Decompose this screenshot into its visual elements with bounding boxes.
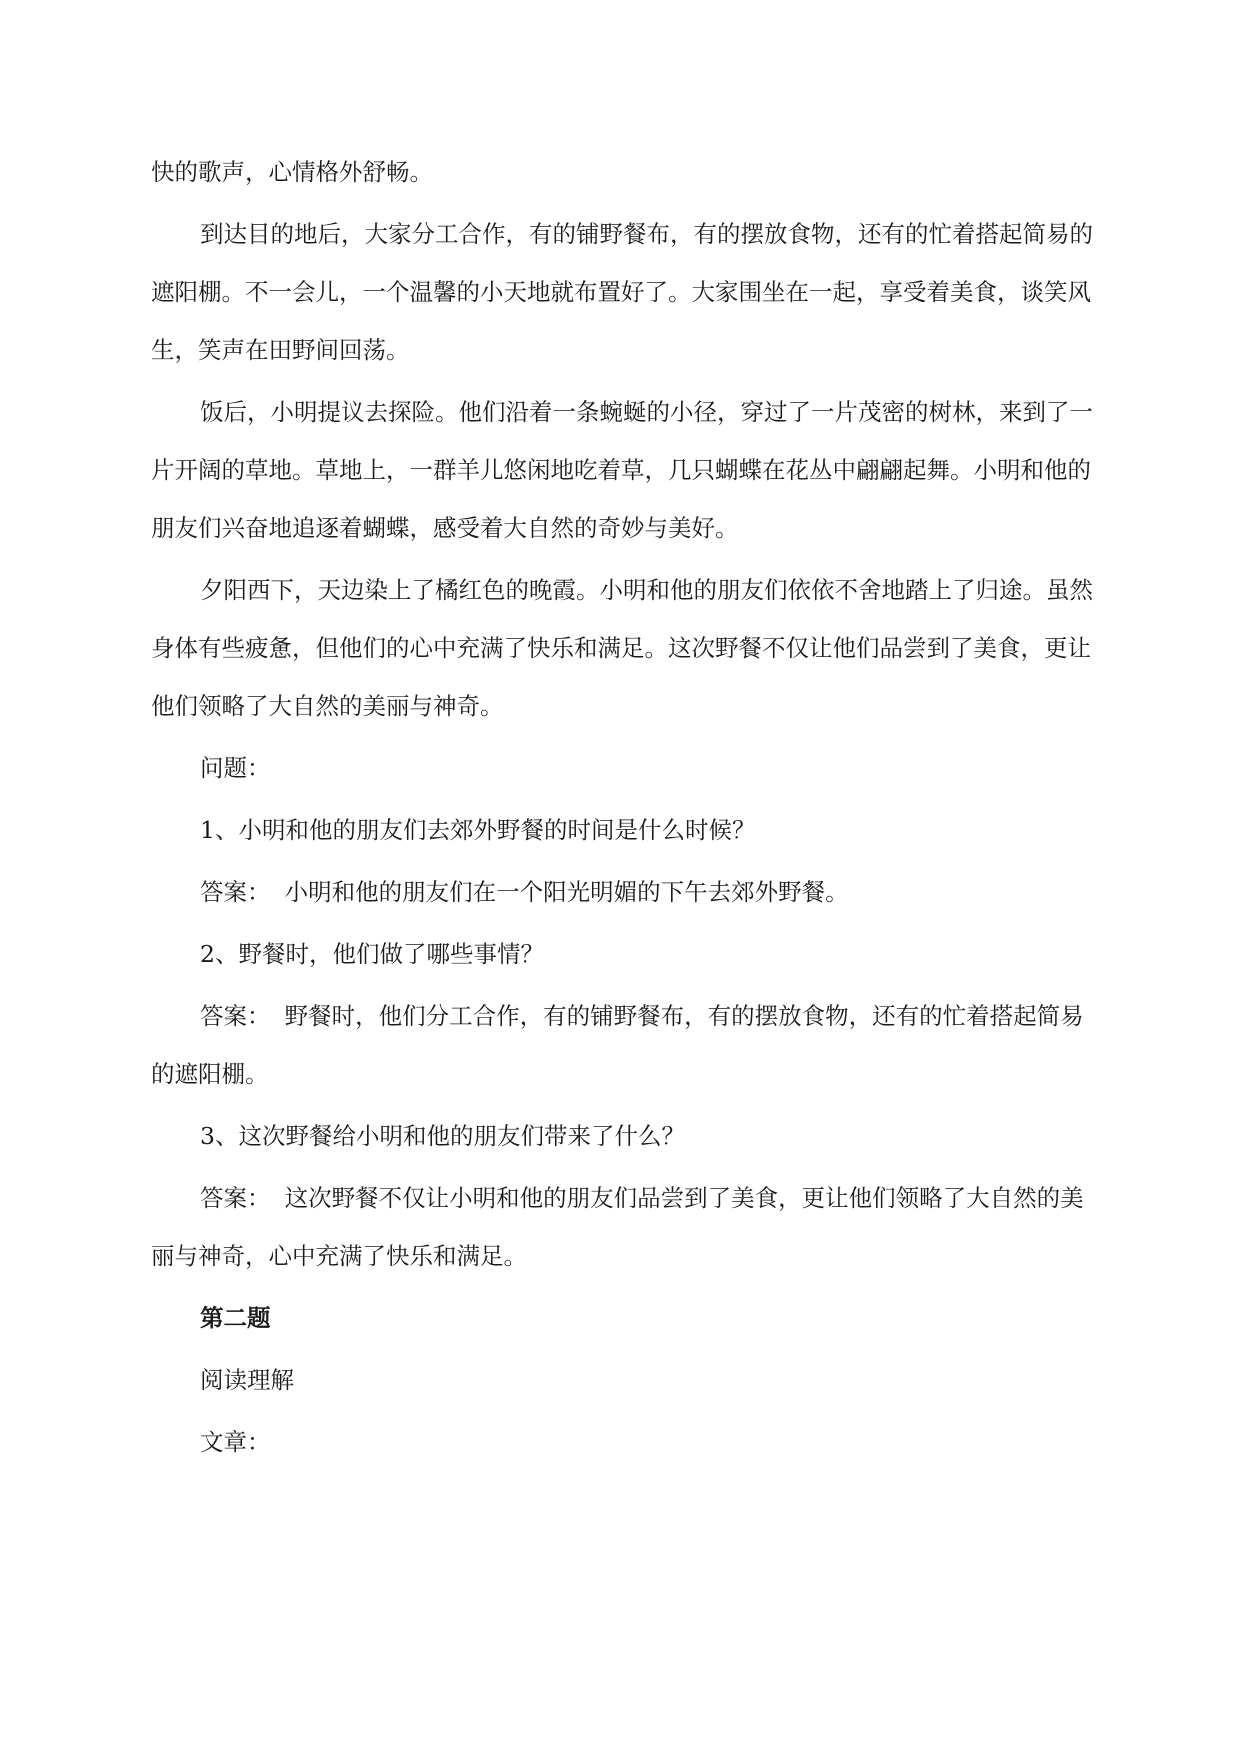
answer-label: 答案： — [200, 878, 271, 906]
answer-1 — [151, 863, 1093, 921]
answer-3 — [151, 1169, 1093, 1285]
answer-text: 这次野餐不仅让小明和他的朋友们品尝到了美食，更让他们领略了大自然的美丽与神奇，心中充满了快乐和满足。 — [151, 1184, 1084, 1270]
paragraph-arrival: 到达目的地后，大家分工合作，有的铺野餐布，有的摆放食物，还有的忙着搭起简易的遮阳棚。不一会儿，一个温馨的小天地就布置好了。大家围坐在一起，享受着美食，谈笑风生，笑声在田野间回荡。 — [151, 220, 1093, 364]
paragraph-exploration: 饭后，小明提议去探险。他们沿着一条蜿蜒的小径，穿过了一片茂密的树林，来到了一片开阔的草地。草地上，一群羊儿悠闲地吃着草，几只蝴蝶在花丛中翩翩起舞。小明和他的朋友们兴奋地追逐着蝴蝶，感受着大自然的奇妙与美好。 — [151, 398, 1093, 542]
paragraph-sunset: 夕阳西下，天边染上了橘红色的晚霞。小明和他的朋友们依依不舍地踏上了归途。虽然身体有些疲惫，但他们的心中充满了快乐和满足。这次野餐不仅让他们品尝到了美食，更让他们领略了大自然的美丽与神奇。 — [151, 576, 1093, 720]
section-heading: 第二题 — [200, 1304, 271, 1332]
answer-label: 答案： — [200, 1184, 271, 1212]
paragraph-continuation: 快的歌声，心情格外舒畅。 — [151, 158, 433, 186]
question-3: 3、这次野餐给小明和他的朋友们带来了什么？ — [200, 1122, 685, 1150]
question-1: 1、小明和他的朋友们去郊外野餐的时间是什么时候？ — [200, 816, 756, 844]
questions-label: 问题： — [200, 754, 271, 782]
question-2: 2、野餐时，他们做了哪些事情？ — [200, 940, 544, 968]
answer-2 — [151, 987, 1093, 1103]
answer-text: 小明和他的朋友们在一个阳光明媚的下午去郊外野餐。 — [284, 878, 849, 906]
answer-label: 答案： — [200, 1002, 271, 1030]
answer-text: 野餐时，他们分工合作，有的铺野餐布，有的摆放食物，还有的忙着搭起简易的遮阳棚。 — [151, 1002, 1084, 1088]
article-label: 文章： — [200, 1428, 271, 1456]
document-body — [151, 143, 1093, 1475]
section-subtitle: 阅读理解 — [200, 1366, 294, 1394]
